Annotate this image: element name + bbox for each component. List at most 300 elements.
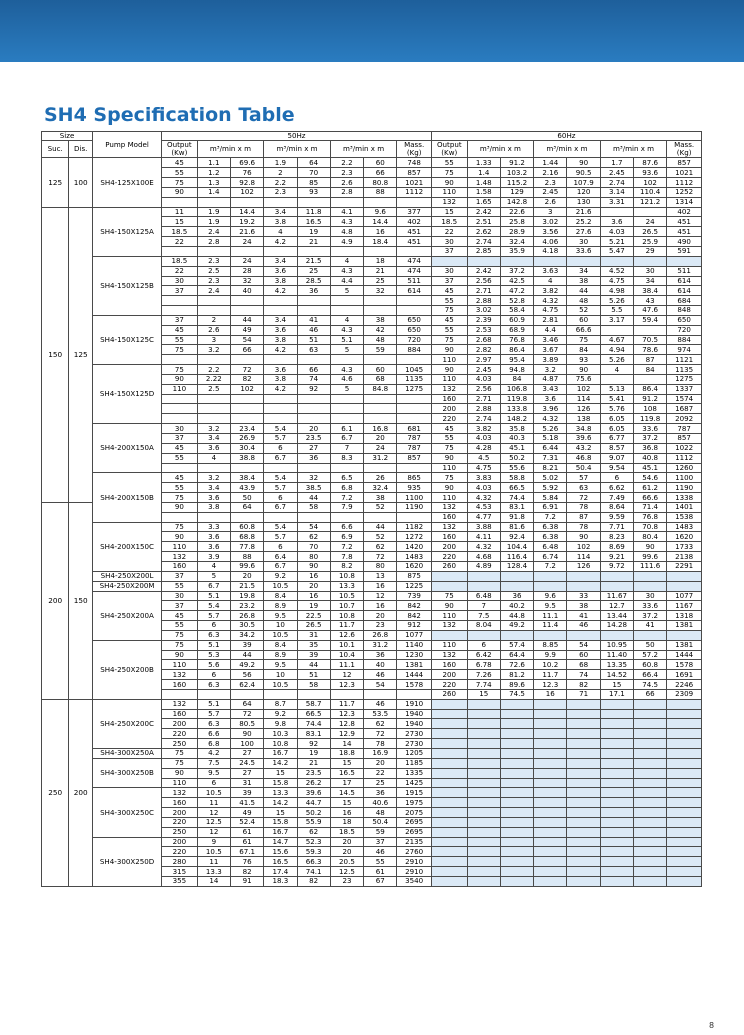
data-cell (431, 699, 467, 709)
data-cell (500, 827, 533, 837)
data-cell: 55.9 (297, 817, 330, 827)
data-cell: 142.8 (500, 197, 533, 207)
data-cell: 30.4 (230, 443, 263, 453)
data-cell: 76.8 (634, 512, 667, 522)
data-cell (330, 296, 363, 306)
data-cell: 15 (264, 768, 297, 778)
data-cell (634, 817, 667, 827)
data-cell: 857 (397, 168, 432, 178)
data-cell: 18 (364, 256, 397, 266)
data-cell: 160 (162, 798, 198, 808)
data-cell: 92 (297, 739, 330, 749)
data-cell: 24 (230, 237, 263, 247)
data-cell: 67 (364, 876, 397, 886)
data-cell: 1190 (667, 483, 702, 493)
data-cell: 6 (264, 493, 297, 503)
pump-model-cell: SH4-300X250D (93, 837, 162, 886)
data-cell: 3.82 (467, 424, 500, 434)
data-cell: 22 (162, 237, 198, 247)
data-cell: 16.7 (264, 749, 297, 759)
data-cell (667, 857, 702, 867)
data-cell: 2.3 (264, 187, 297, 197)
data-cell: 49 (230, 808, 263, 818)
data-cell: 57.4 (500, 640, 533, 650)
data-cell: 40.3 (500, 434, 533, 444)
data-cell: 1112 (667, 453, 702, 463)
data-cell (634, 729, 667, 739)
data-cell: 3.96 (534, 404, 567, 414)
data-cell: 61.2 (634, 483, 667, 493)
data-cell: 2092 (667, 414, 702, 424)
data-cell: 25.9 (634, 237, 667, 247)
data-cell: 6 (600, 473, 633, 483)
data-cell: 55 (431, 325, 467, 335)
data-cell: 16 (364, 227, 397, 237)
data-cell: 1425 (397, 778, 432, 788)
data-cell: 34 (634, 276, 667, 286)
data-cell: 44.8 (500, 611, 533, 621)
data-cell (634, 778, 667, 788)
data-cell: 11.1 (534, 611, 567, 621)
pump-model-cell: SH4-200X150C (93, 522, 162, 571)
data-cell: 121.2 (634, 197, 667, 207)
data-cell: 46 (364, 847, 397, 857)
data-cell (534, 808, 567, 818)
data-cell: 5.7 (197, 611, 230, 621)
data-cell: 13.44 (600, 611, 633, 621)
data-cell (667, 699, 702, 709)
data-cell (600, 758, 633, 768)
data-cell: 55 (431, 434, 467, 444)
data-cell: 58.8 (500, 473, 533, 483)
data-cell: 90 (162, 502, 198, 512)
data-cell: 1.3 (197, 178, 230, 188)
data-cell (264, 463, 297, 473)
data-cell: 1045 (397, 365, 432, 375)
data-cell: 14.28 (600, 621, 633, 631)
data-cell: 842 (397, 601, 432, 611)
data-cell: 87.6 (634, 158, 667, 168)
data-cell: 6.7 (330, 434, 363, 444)
data-cell: 6.05 (600, 414, 633, 424)
data-cell: 2.2 (264, 178, 297, 188)
data-cell: 49.2 (230, 660, 263, 670)
data-cell: 62.4 (230, 680, 263, 690)
data-cell: 44 (297, 660, 330, 670)
data-cell: 34.2 (230, 630, 263, 640)
data-cell (397, 246, 432, 256)
data-cell: 5.26 (600, 355, 633, 365)
data-cell: 9.21 (600, 552, 633, 562)
data-cell: 28 (230, 266, 263, 276)
data-cell: 90 (297, 561, 330, 571)
data-cell: 37 (162, 315, 198, 325)
data-cell (534, 817, 567, 827)
data-cell (162, 463, 198, 473)
table-body (42, 158, 702, 886)
data-cell (500, 758, 533, 768)
data-cell: 90.5 (567, 168, 600, 178)
data-cell: 1.65 (467, 197, 500, 207)
data-cell (567, 699, 600, 709)
data-cell: 24 (230, 256, 263, 266)
data-cell: 88 (230, 552, 263, 562)
data-cell: 26.2 (297, 778, 330, 788)
data-cell: 89.6 (500, 680, 533, 690)
data-cell: 11.7 (330, 699, 363, 709)
data-cell: 6.48 (534, 542, 567, 552)
data-cell: 120 (567, 187, 600, 197)
data-cell: 10 (264, 621, 297, 631)
data-cell: 11.40 (600, 650, 633, 660)
data-cell: 91.2 (634, 394, 667, 404)
data-cell: 74.4 (297, 719, 330, 729)
data-cell: 62 (364, 719, 397, 729)
data-cell: 13.3 (330, 581, 363, 591)
data-cell (500, 817, 533, 827)
data-cell (397, 404, 432, 414)
data-cell: 1182 (397, 522, 432, 532)
data-cell: 1444 (667, 650, 702, 660)
data-cell: 45 (431, 286, 467, 296)
data-cell (397, 197, 432, 207)
data-cell (431, 709, 467, 719)
data-cell: 15 (467, 689, 500, 699)
data-cell (534, 827, 567, 837)
data-cell: 1381 (397, 660, 432, 670)
data-cell: 490 (667, 237, 702, 247)
data-cell (467, 719, 500, 729)
data-cell (364, 414, 397, 424)
data-cell: 2.74 (600, 178, 633, 188)
data-cell (297, 512, 330, 522)
data-cell: 30 (162, 424, 198, 434)
data-cell: 29 (634, 246, 667, 256)
data-cell: 4.5 (467, 453, 500, 463)
data-cell: 44 (364, 522, 397, 532)
data-cell: 1225 (397, 581, 432, 591)
data-cell: 110 (162, 384, 198, 394)
data-cell: 11.4 (534, 621, 567, 631)
data-cell: 2.42 (467, 266, 500, 276)
data-cell (467, 768, 500, 778)
data-cell: 3.82 (534, 286, 567, 296)
data-cell: 43.2 (567, 443, 600, 453)
data-cell: 4.89 (467, 561, 500, 571)
data-cell: 2.5 (197, 384, 230, 394)
size-header: Size (42, 132, 93, 141)
data-cell: 74 (567, 670, 600, 680)
data-cell: 90 (162, 374, 198, 384)
data-cell (634, 749, 667, 759)
data-cell: 6.1 (330, 424, 363, 434)
data-cell: 6.9 (330, 532, 363, 542)
data-cell: 110 (431, 611, 467, 621)
data-cell (467, 581, 500, 591)
data-cell: 39.6 (567, 434, 600, 444)
data-cell (667, 847, 702, 857)
data-cell: 23.5 (297, 434, 330, 444)
data-cell: 14 (330, 739, 363, 749)
data-cell: 3.8 (264, 217, 297, 227)
data-cell (297, 197, 330, 207)
data-cell: 4.2 (264, 286, 297, 296)
data-cell (230, 463, 263, 473)
data-cell: 3.2 (197, 473, 230, 483)
data-cell: 30 (634, 266, 667, 276)
data-cell (467, 817, 500, 827)
data-cell: 68 (567, 660, 600, 670)
data-cell: 865 (397, 473, 432, 483)
data-cell: 2138 (667, 552, 702, 562)
data-cell: 57 (567, 473, 600, 483)
data-cell: 2.2 (330, 158, 363, 168)
data-cell (600, 798, 633, 808)
hz60-header: 60Hz (431, 132, 701, 141)
data-cell: 18.4 (364, 237, 397, 247)
data-cell: 9.9 (534, 650, 567, 660)
data-cell: 5 (330, 286, 363, 296)
data-cell: 4.52 (600, 266, 633, 276)
data-cell: 614 (397, 286, 432, 296)
data-cell: 3.6 (264, 325, 297, 335)
data-cell (297, 296, 330, 306)
data-cell: 44 (297, 493, 330, 503)
data-cell: 45 (162, 158, 198, 168)
data-cell (600, 719, 633, 729)
data-cell (230, 355, 263, 365)
data-cell: 78.6 (634, 345, 667, 355)
data-cell: 78 (567, 522, 600, 532)
data-cell: 1.7 (600, 158, 633, 168)
table-row (42, 571, 702, 581)
data-cell (600, 768, 633, 778)
data-cell (667, 876, 702, 886)
data-cell (397, 355, 432, 365)
data-cell: 24 (364, 443, 397, 453)
data-cell (634, 581, 667, 591)
data-cell: 14.7 (264, 837, 297, 847)
data-cell (534, 758, 567, 768)
data-cell: 9.5 (264, 660, 297, 670)
data-cell: 8.9 (264, 601, 297, 611)
data-cell: 1135 (397, 374, 432, 384)
data-cell: 3.6 (264, 266, 297, 276)
data-cell: 2.3 (197, 256, 230, 266)
data-cell (364, 306, 397, 316)
data-cell: 58.4 (500, 306, 533, 316)
data-cell: 115.2 (500, 178, 533, 188)
data-cell: 48 (364, 808, 397, 818)
data-cell: 9.5 (264, 611, 297, 621)
data-cell (397, 306, 432, 316)
data-cell: 102 (230, 187, 263, 197)
data-cell (197, 414, 230, 424)
pump-model-cell: SH4-250X200C (93, 699, 162, 748)
data-cell: 36 (297, 286, 330, 296)
data-cell (567, 630, 600, 640)
data-cell (431, 256, 467, 266)
data-cell: 148.2 (500, 414, 533, 424)
data-cell (634, 808, 667, 818)
data-cell: 4.32 (467, 493, 500, 503)
data-cell: 31 (230, 778, 263, 788)
data-cell: 16 (330, 808, 363, 818)
data-cell: 21.5 (297, 256, 330, 266)
data-cell: 132 (431, 522, 467, 532)
data-cell: 15 (431, 207, 467, 217)
data-cell (567, 876, 600, 886)
data-cell (364, 689, 397, 699)
data-cell: 38.5 (297, 483, 330, 493)
data-cell (534, 867, 567, 877)
data-cell: 7.5 (467, 611, 500, 621)
data-cell: 4.68 (467, 552, 500, 562)
data-cell: 12 (197, 808, 230, 818)
data-cell: 18.5 (162, 256, 198, 266)
data-cell: 58.7 (297, 699, 330, 709)
data-cell: 2.22 (197, 374, 230, 384)
data-cell (567, 867, 600, 877)
data-cell: 92 (297, 384, 330, 394)
data-cell (534, 571, 567, 581)
data-cell: 25.8 (500, 217, 533, 227)
data-cell: 18.8 (330, 749, 363, 759)
data-cell: 650 (397, 315, 432, 325)
data-cell: 3.3 (197, 522, 230, 532)
data-cell: 30 (431, 266, 467, 276)
data-cell: 20 (364, 434, 397, 444)
data-cell: 4.03 (467, 434, 500, 444)
data-cell: 37 (162, 601, 198, 611)
data-cell (500, 778, 533, 788)
data-cell (500, 729, 533, 739)
data-cell (162, 404, 198, 414)
data-cell: 61 (364, 867, 397, 877)
data-cell: 220 (431, 414, 467, 424)
pump-model-cell: SH4-150X125C (93, 315, 162, 364)
data-cell (634, 571, 667, 581)
data-cell (634, 256, 667, 266)
data-cell (600, 325, 633, 335)
data-cell: 11.67 (600, 591, 633, 601)
data-cell: 1335 (397, 768, 432, 778)
data-cell: 31 (297, 630, 330, 640)
data-cell: 5.7 (264, 532, 297, 542)
data-cell: 6.38 (534, 532, 567, 542)
data-cell: 18 (330, 817, 363, 827)
data-cell: 3.6 (264, 365, 297, 375)
data-cell: 90 (431, 601, 467, 611)
data-cell: 45 (431, 315, 467, 325)
data-cell: 43 (634, 296, 667, 306)
data-cell: 78 (364, 739, 397, 749)
data-cell: 1275 (667, 374, 702, 384)
data-cell: 5.13 (600, 384, 633, 394)
data-cell (264, 306, 297, 316)
data-cell (600, 256, 633, 266)
data-cell: 7.5 (197, 758, 230, 768)
output-60-header: Output (Kw) (431, 141, 467, 158)
data-cell: 451 (667, 217, 702, 227)
data-cell (534, 798, 567, 808)
data-cell: 25 (297, 266, 330, 276)
flow-head-50-1-header: m³/min x m (197, 141, 264, 158)
flow-head-60-1-header: m³/min x m (467, 141, 534, 158)
table-header (42, 132, 702, 158)
data-cell: 6.7 (264, 561, 297, 571)
data-cell: 1252 (667, 187, 702, 197)
data-cell: 1910 (397, 699, 432, 709)
data-cell (364, 197, 397, 207)
data-cell: 66.4 (634, 670, 667, 680)
table-row (42, 640, 702, 650)
data-cell: 10.5 (264, 581, 297, 591)
pump-model-cell: SH4-300X250B (93, 758, 162, 788)
dis-size-cell: 200 (69, 699, 93, 886)
data-cell: 1275 (397, 384, 432, 394)
data-cell: 200 (162, 808, 198, 818)
data-cell: 87 (634, 355, 667, 365)
data-cell: 3.4 (264, 256, 297, 266)
data-cell: 19 (297, 227, 330, 237)
data-cell: 107.9 (567, 178, 600, 188)
data-cell (230, 512, 263, 522)
data-cell (500, 837, 533, 847)
data-cell (567, 798, 600, 808)
data-cell: 7 (467, 601, 500, 611)
data-cell (364, 463, 397, 473)
data-cell: 75 (567, 335, 600, 345)
data-cell (567, 749, 600, 759)
data-cell (297, 689, 330, 699)
data-cell: 4.77 (467, 512, 500, 522)
data-cell: 8.9 (264, 650, 297, 660)
data-cell: 1190 (397, 502, 432, 512)
data-cell (667, 739, 702, 749)
data-cell: 75 (162, 365, 198, 375)
data-cell: 2.39 (467, 315, 500, 325)
data-cell (634, 374, 667, 384)
suc-size-cell: 125 (42, 158, 69, 207)
data-cell: 23.5 (297, 768, 330, 778)
data-cell: 10.5 (197, 788, 230, 798)
data-cell (534, 876, 567, 886)
data-cell: 91.2 (500, 158, 533, 168)
data-cell (667, 758, 702, 768)
data-cell: 10.5 (264, 630, 297, 640)
data-cell: 19 (297, 749, 330, 759)
data-cell: 5.3 (197, 650, 230, 660)
data-cell: 13.35 (600, 660, 633, 670)
data-cell: 20 (330, 847, 363, 857)
data-cell: 7.71 (600, 522, 633, 532)
data-cell: 3.4 (197, 434, 230, 444)
data-cell: 23 (364, 621, 397, 631)
data-cell (397, 463, 432, 473)
data-cell: 45.1 (500, 443, 533, 453)
data-cell: 3.17 (600, 315, 633, 325)
data-cell: 3.02 (467, 306, 500, 316)
data-cell: 42.5 (500, 276, 533, 286)
data-cell (230, 689, 263, 699)
data-cell (264, 689, 297, 699)
data-cell (534, 729, 567, 739)
data-cell: 16.5 (330, 768, 363, 778)
data-cell: 12.7 (600, 601, 633, 611)
data-cell (600, 709, 633, 719)
data-cell: 3.6 (534, 394, 567, 404)
